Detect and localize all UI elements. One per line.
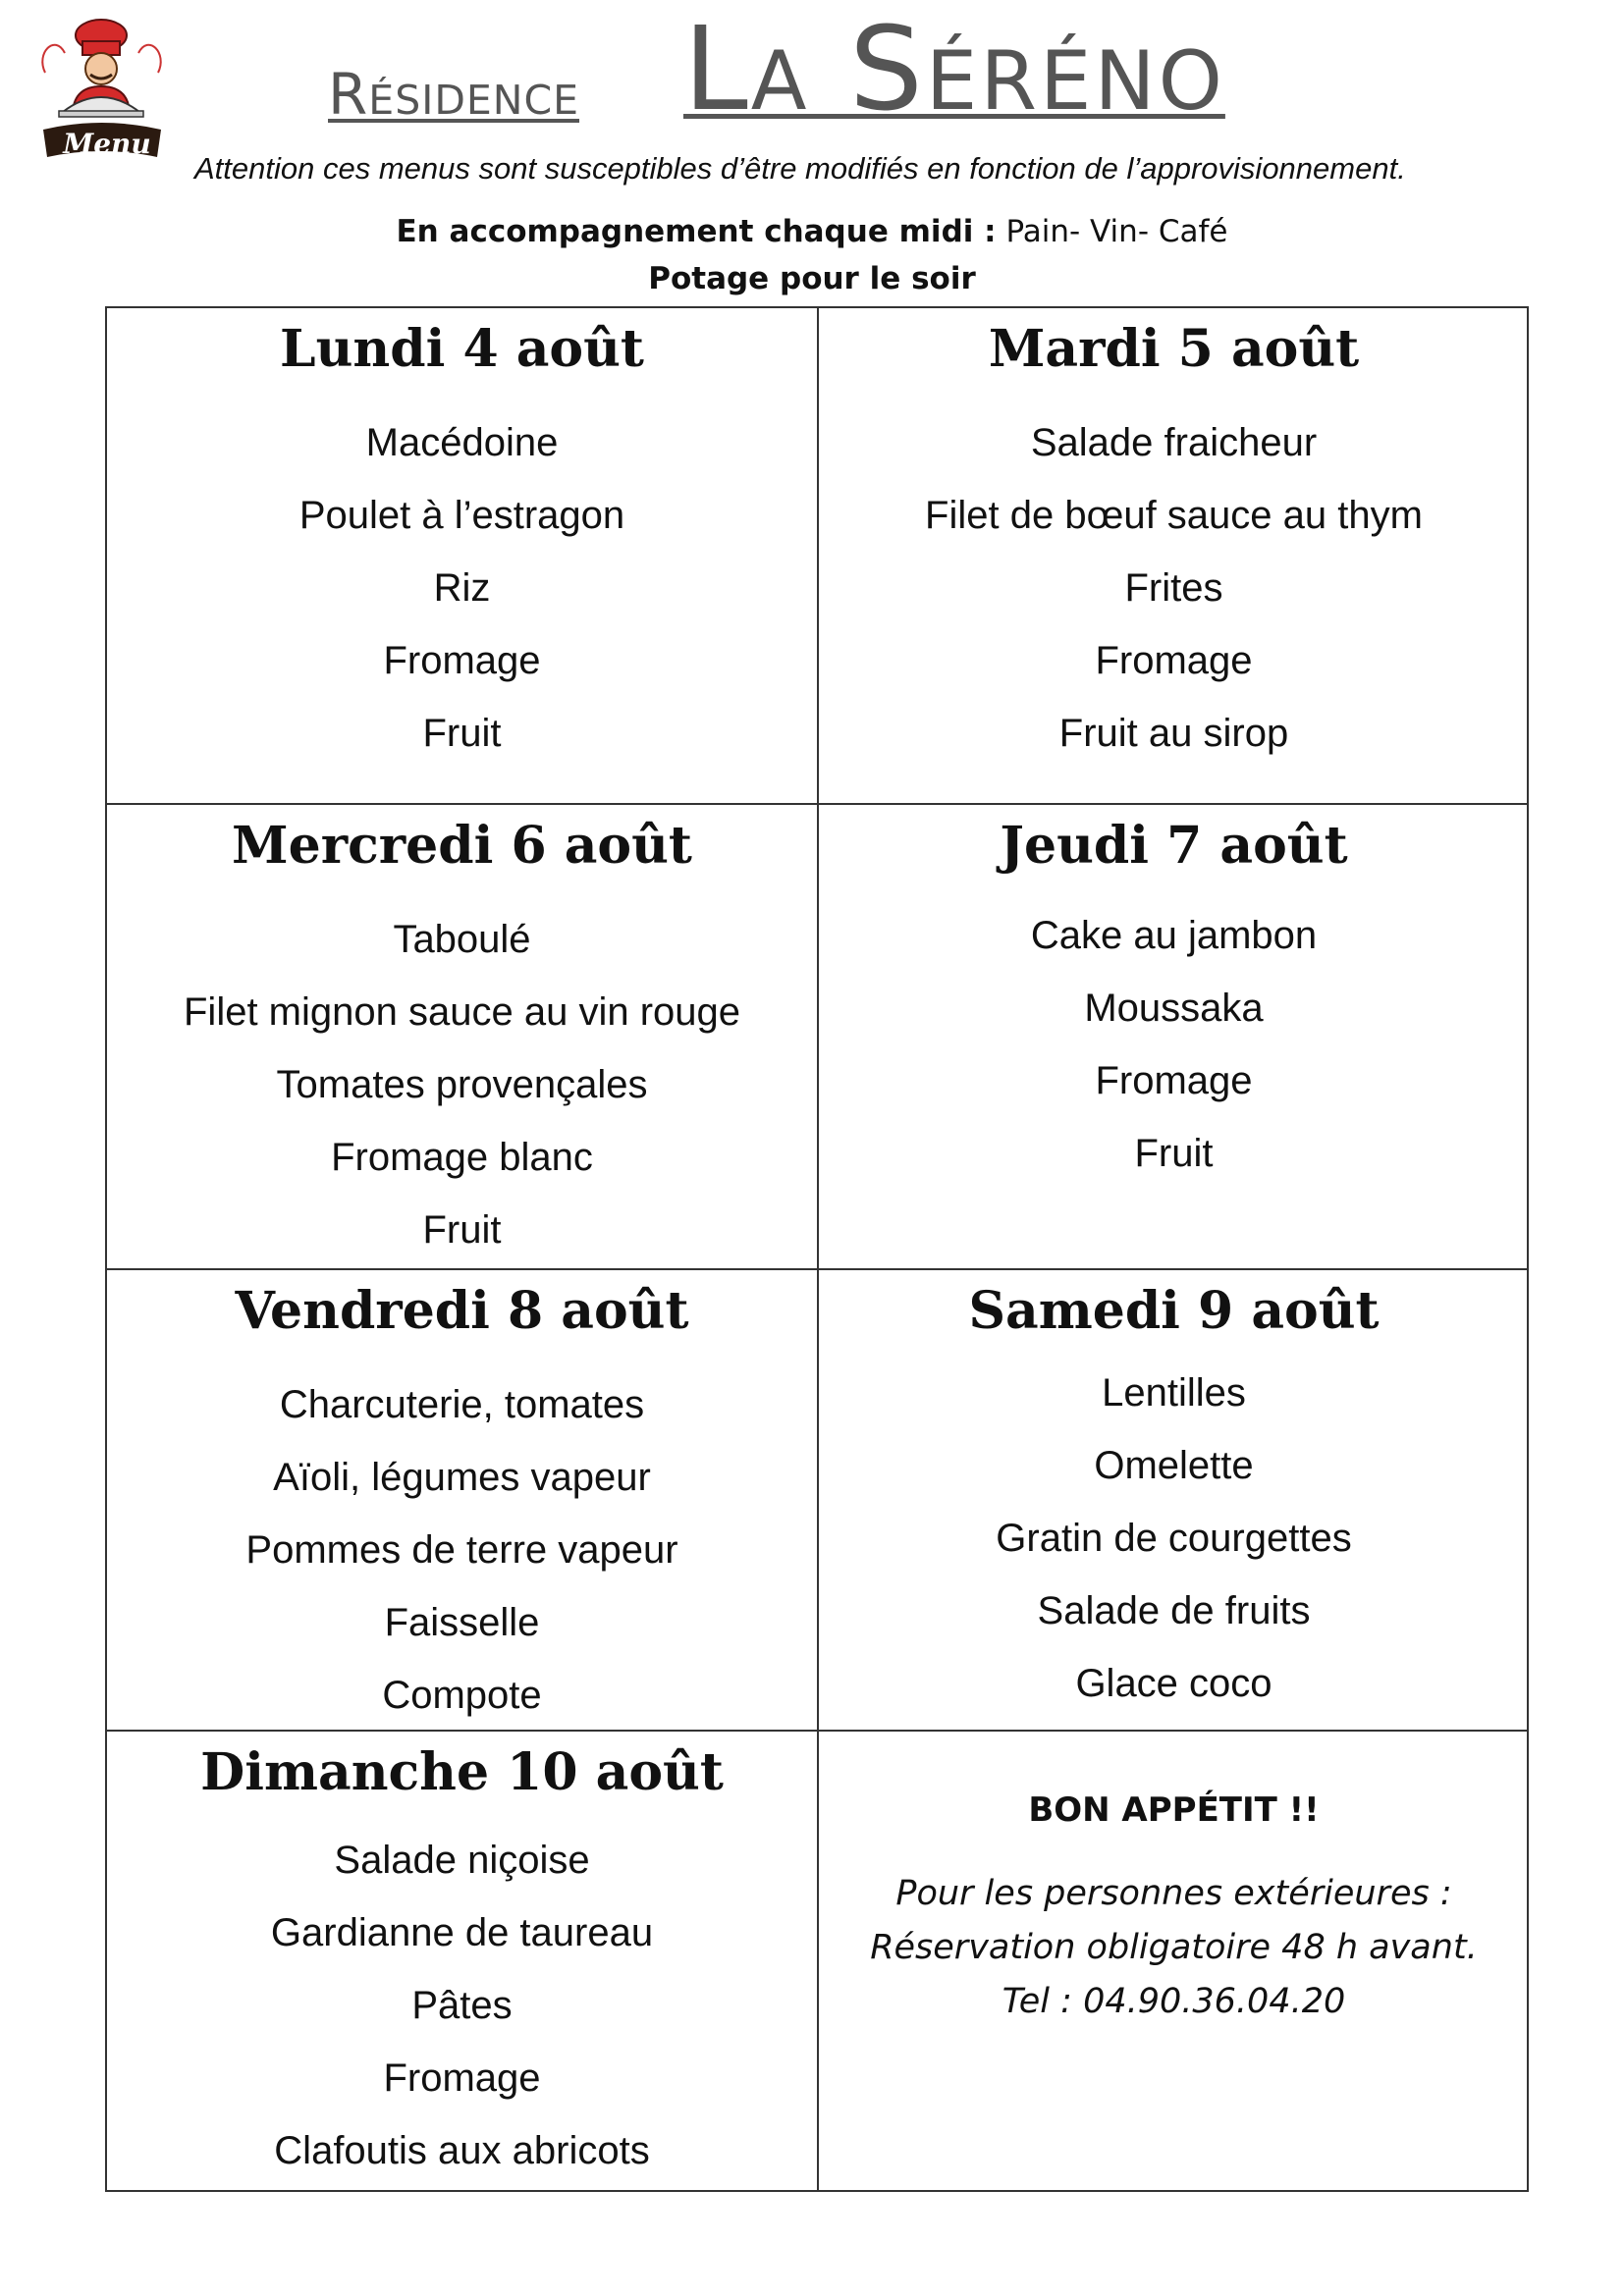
menu-day-saturday xyxy=(819,1270,1529,1732)
menu-item: Fruit xyxy=(422,1208,502,1252)
phone-number: Tel : 04.90.36.04.20 xyxy=(1001,1982,1346,2021)
accompaniment-value: Pain- Vin- Café xyxy=(1005,214,1228,249)
menu-item: Gardianne de taureau xyxy=(270,1911,654,1954)
menu-item: Fruit xyxy=(422,712,502,755)
menu-item: Lentilles xyxy=(1102,1371,1246,1415)
menu-day-tuesday xyxy=(819,308,1529,805)
menu-item: Tomates provençales xyxy=(276,1063,648,1106)
menu-item: Fromage xyxy=(1095,1059,1253,1102)
supply-notice: Attention ces menus sont susceptibles d’être modifiés en fonction de l’approvisionnement. xyxy=(194,151,1406,186)
bon-appetit-text: BON APPÉTIT !! xyxy=(1028,1790,1320,1830)
menu-item: Riz xyxy=(433,566,491,610)
menu-item: Taboulé xyxy=(393,918,531,961)
menu-item: Faisselle xyxy=(384,1601,540,1644)
menu-item: Charcuterie, tomates xyxy=(279,1383,645,1426)
menu-item: Aïoli, légumes vapeur xyxy=(273,1456,651,1499)
menu-item: Fromage xyxy=(1095,639,1253,682)
menu-item: Fruit au sirop xyxy=(1058,712,1289,755)
info-box xyxy=(819,1732,1529,2190)
menu-item: Frites xyxy=(1124,566,1223,610)
menu-item: Pommes de terre vapeur xyxy=(245,1528,678,1572)
menu-item: Pâtes xyxy=(411,1984,513,2027)
menu-item: Salade fraicheur xyxy=(1030,421,1318,464)
logo-text: Menu xyxy=(63,128,151,160)
menu-item: Compote xyxy=(382,1674,542,1717)
menu-item: Salade niçoise xyxy=(334,1839,590,1882)
menu-day-sunday xyxy=(107,1732,819,2190)
menu-item: Clafoutis aux abricots xyxy=(274,2129,650,2172)
residence-title xyxy=(324,1,1306,136)
menu-item: Salade de fruits xyxy=(1037,1589,1311,1632)
menu-item: Fruit xyxy=(1134,1132,1214,1175)
day-title: Samedi 9 août xyxy=(968,1281,1380,1341)
external-guests-note: Pour les personnes extérieures : xyxy=(895,1874,1452,1913)
title-la-sereno: La Séréno xyxy=(683,1,1225,136)
evening-soup-line: Potage pour le soir xyxy=(648,261,976,296)
day-title: Lundi 4 août xyxy=(280,319,644,379)
menu-day-monday xyxy=(107,308,819,805)
chef-menu-logo xyxy=(35,14,168,171)
menu-item: Moussaka xyxy=(1084,987,1264,1030)
menu-item: Poulet à l’estragon xyxy=(298,494,625,537)
menu-item: Omelette xyxy=(1094,1444,1254,1487)
day-title: Jeudi 7 août xyxy=(1000,816,1348,876)
menu-item: Fromage blanc xyxy=(331,1136,593,1179)
menu-item: Filet mignon sauce au vin rouge xyxy=(184,990,740,1034)
day-title: Mardi 5 août xyxy=(988,319,1360,379)
menu-item: Gratin de courgettes xyxy=(996,1517,1352,1560)
day-title: Mercredi 6 août xyxy=(232,816,692,876)
menu-item: Glace coco xyxy=(1075,1662,1272,1705)
day-title: Vendredi 8 août xyxy=(235,1281,689,1341)
menu-day-friday xyxy=(107,1270,819,1732)
menu-item: Cake au jambon xyxy=(1030,914,1318,957)
menu-day-thursday xyxy=(819,805,1529,1270)
day-title: Dimanche 10 août xyxy=(200,1742,724,1802)
accompaniment-line xyxy=(0,214,1624,249)
menu-item: Macédoine xyxy=(365,421,559,464)
menu-day-wednesday xyxy=(107,805,819,1270)
accompaniment-label: En accompagnement chaque midi : xyxy=(396,214,997,249)
menu-item: Filet de bœuf sauce au thym xyxy=(925,494,1423,537)
menu-item: Fromage xyxy=(383,2056,541,2100)
reservation-note: Réservation obligatoire 48 h avant. xyxy=(870,1928,1478,1967)
weekly-menu-grid xyxy=(105,306,1529,2192)
menu-item: Fromage xyxy=(383,639,541,682)
title-residence: Résidence xyxy=(328,61,580,128)
